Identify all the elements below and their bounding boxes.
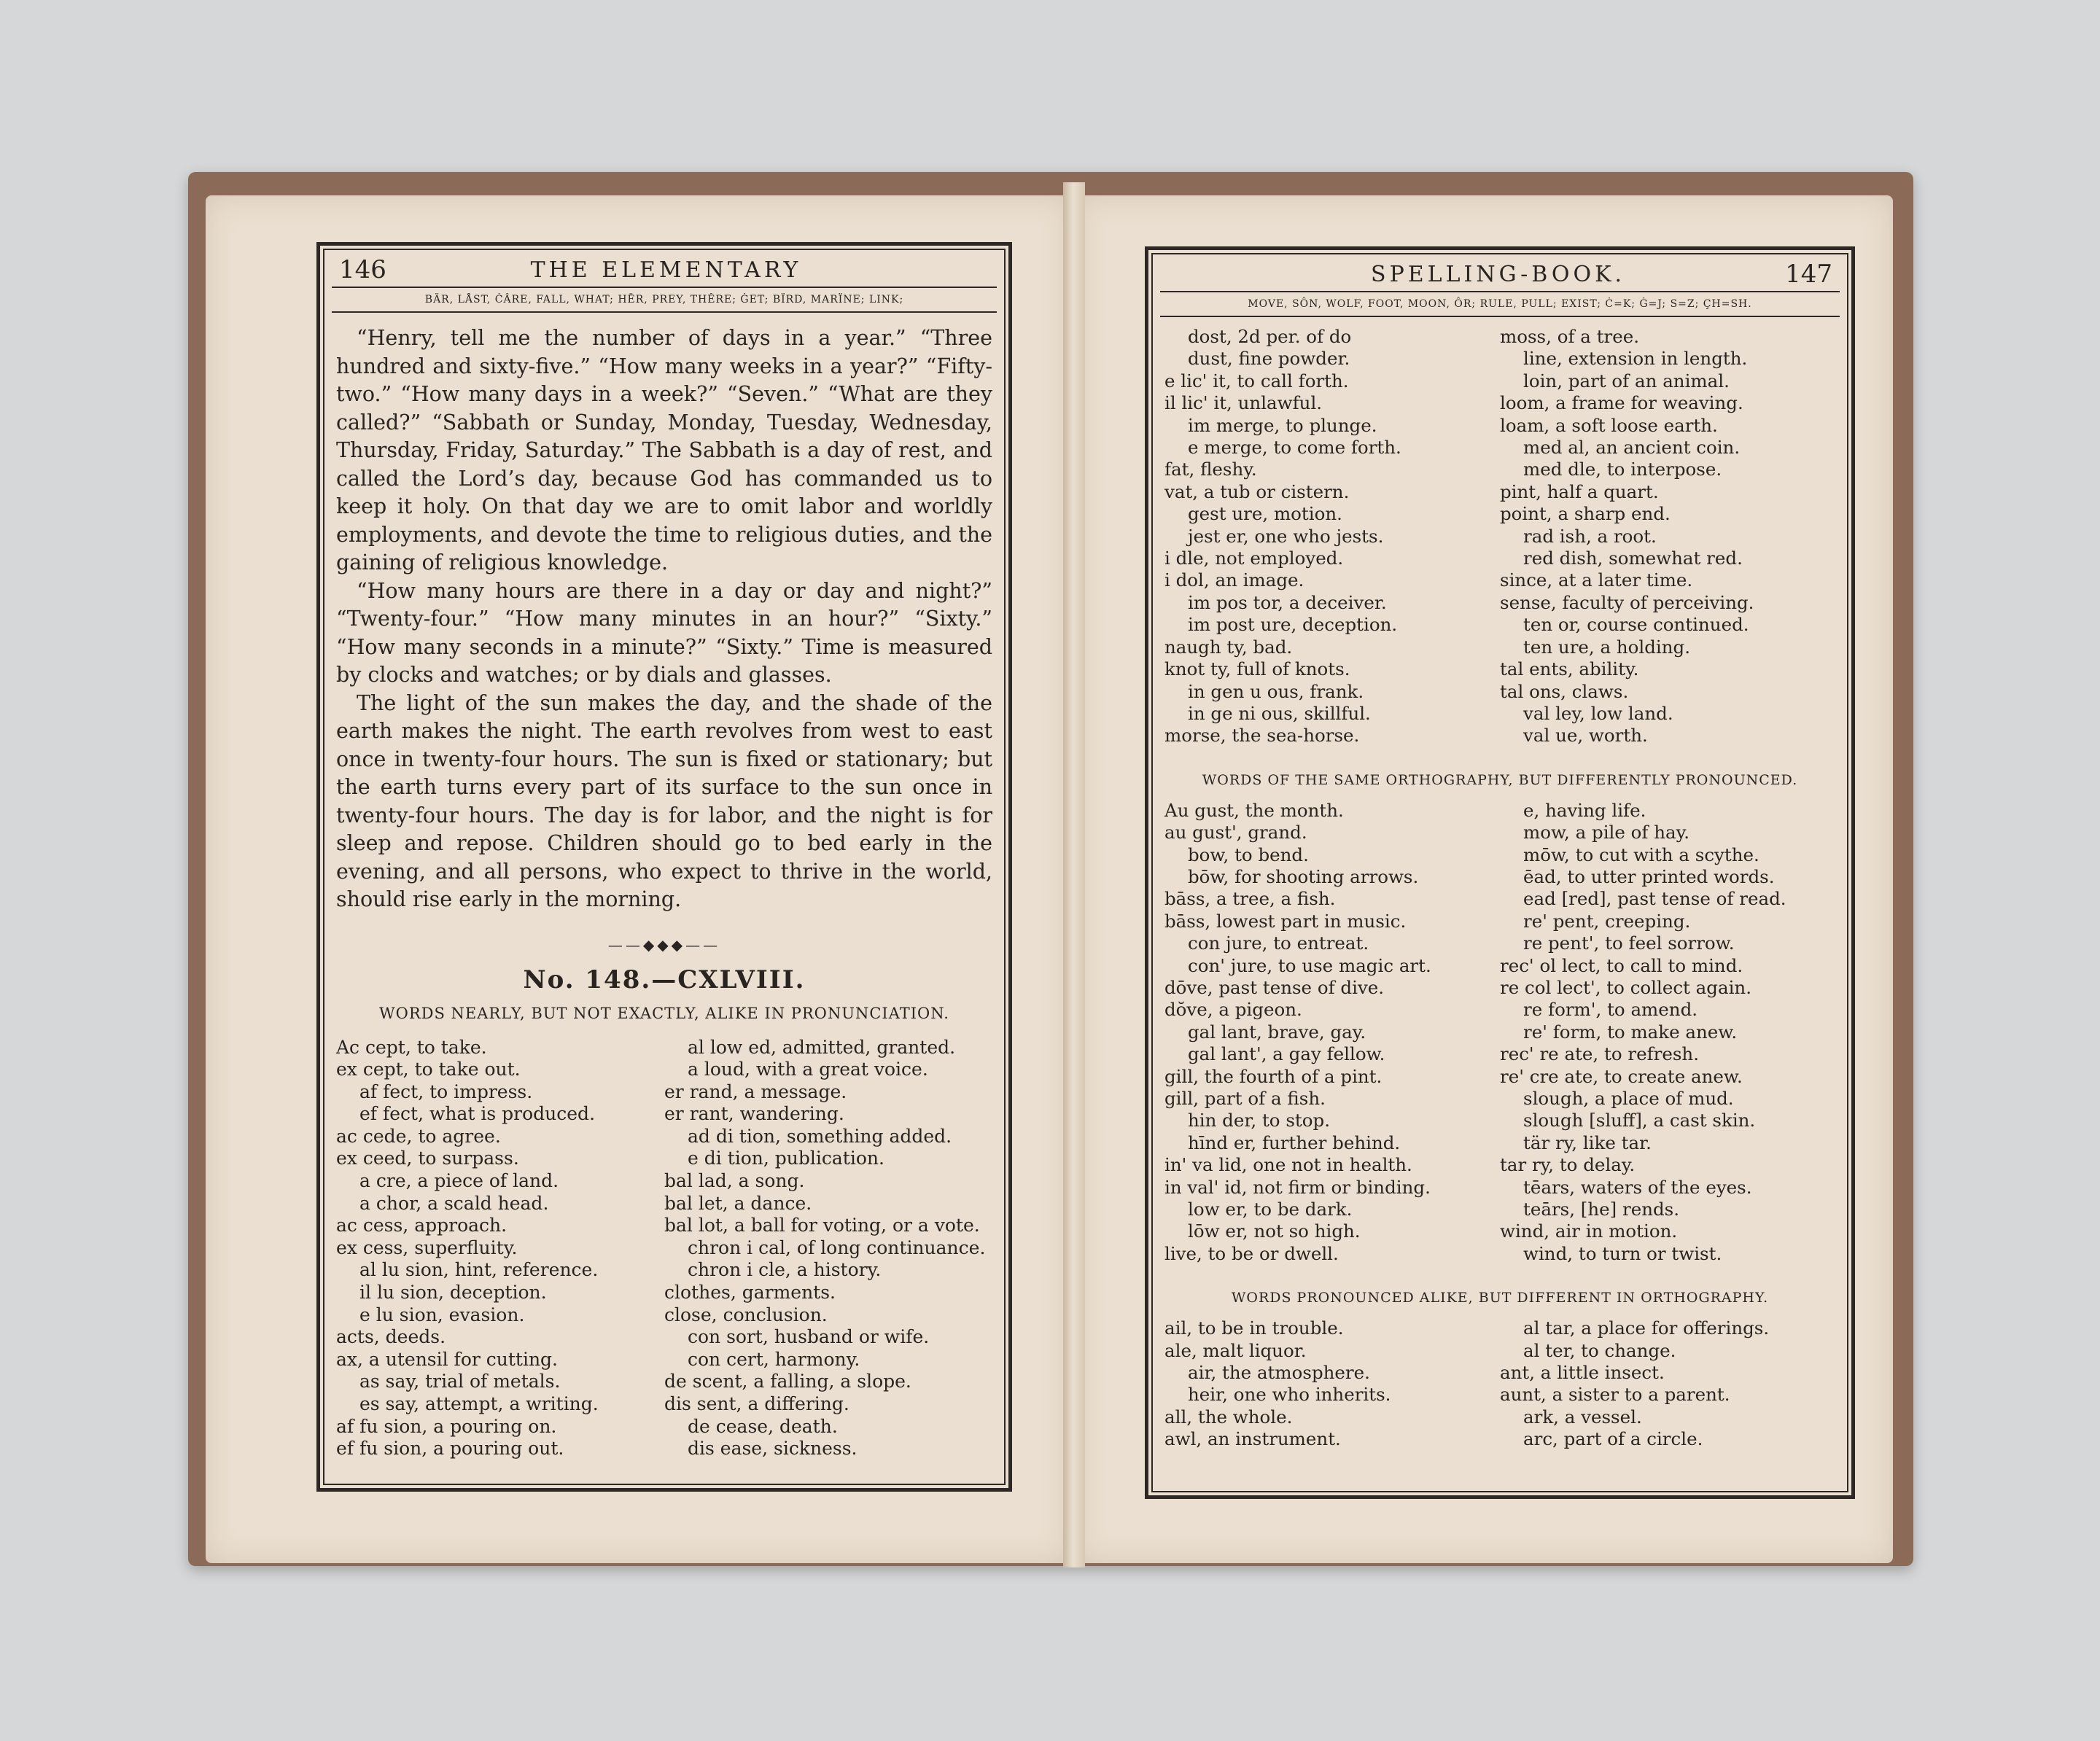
- word-entry: ten or, course continued.: [1523, 614, 1749, 636]
- word-entry: loom, a frame for weaving.: [1500, 392, 1743, 414]
- word-entry: mōw, to cut with a scythe.: [1523, 844, 1759, 865]
- word-entry: re pent', to feel sorrow.: [1523, 932, 1735, 954]
- word-entry: gill, part of a fish.: [1164, 1088, 1326, 1109]
- word-entry: teārs, [he] rends.: [1523, 1199, 1680, 1220]
- word-entry: dŏve, a pigeon.: [1164, 999, 1302, 1021]
- word-entry: ef fu sion, a pouring out.: [336, 1438, 564, 1460]
- word-entry: val ue, worth.: [1523, 725, 1648, 747]
- word-entry: ten ure, a holding.: [1523, 636, 1691, 658]
- word-entry: moss, of a tree.: [1500, 326, 1640, 347]
- word-entry: rec' re ate, to refresh.: [1500, 1043, 1699, 1065]
- running-title: THE ELEMENTARY: [530, 257, 802, 283]
- word-entry: med al, an ancient coin.: [1523, 437, 1741, 459]
- word-entry: con' jure, to use magic art.: [1188, 954, 1431, 976]
- word-entry: vat, a tub or cistern.: [1164, 480, 1350, 502]
- word-entry: ex cept, to take out.: [336, 1059, 521, 1080]
- pronunciation-key: BÄR, LÅST, ĊÂRE, FALL, WHAT; HĒR, PREY, THÊRE; ĠET; BÏRD, MARÏNE; LINK;: [332, 288, 997, 313]
- word-entry: since, at a later time.: [1500, 569, 1693, 591]
- word-entry: tär ry, like tar.: [1523, 1132, 1652, 1153]
- word-entry: wind, to turn or twist.: [1523, 1242, 1722, 1264]
- word-entry: a chor, a scald head.: [359, 1192, 549, 1214]
- word-entry: jest er, one who jests.: [1188, 525, 1384, 547]
- word-entry: re' cre ate, to create anew.: [1500, 1065, 1743, 1087]
- word-entry: in ge ni ous, skillful.: [1188, 702, 1371, 724]
- page-number: 147: [1785, 260, 1832, 289]
- word-column: [1164, 1317, 1500, 1450]
- word-column: [1164, 326, 1500, 747]
- word-entry: gest ure, motion.: [1188, 503, 1342, 525]
- word-entry: e merge, to come forth.: [1188, 437, 1401, 459]
- word-column: [1164, 800, 1500, 1266]
- lesson-title: No. 148.—CXLVIII.: [523, 965, 806, 994]
- paragraph: The light of the sun makes the day, and the shade of the earth makes the night. The earth revolves from west to east once in twenty-four hours. The sun is fixed or stationary; but the earth turns every part of its surface to the sun once in twenty-four hours. The day is for labor, and the night is for sleep and repose. Children should go to bed early in the evening, and all persons, who expect to thrive in the world, should rise early in the morning.: [336, 690, 992, 911]
- right-page-frame: [1145, 246, 1855, 1499]
- book-gutter: [1063, 182, 1085, 1567]
- lesson-prose: [332, 324, 997, 914]
- word-entry: al lu sion, hint, reference.: [359, 1259, 599, 1281]
- word-entry: all, the whole.: [1164, 1406, 1293, 1428]
- word-entry: chron i cle, a history.: [688, 1259, 882, 1281]
- word-entry: awl, an instrument.: [1164, 1428, 1341, 1450]
- word-entry: al ter, to change.: [1523, 1339, 1676, 1361]
- word-entry: naugh ty, bad.: [1164, 636, 1293, 658]
- word-entry: loin, part of an animal.: [1523, 370, 1730, 392]
- word-entry: af fect, to impress.: [359, 1080, 533, 1102]
- word-column: [664, 1037, 992, 1460]
- word-column: [1500, 1317, 1835, 1450]
- word-entry: con sort, husband or wife.: [688, 1326, 930, 1348]
- word-entry: il lic' it, unlawful.: [1164, 392, 1323, 414]
- word-entry: ēad, to utter printed words.: [1523, 865, 1775, 887]
- paragraph: “How many hours are there in a day or day and night?” “Twenty-four.” “How many minutes in an hour?” “Sixty.” “How many seconds in a minute?” “Sixty.” Time is measured by clocks and watches; or by dials and glasses.: [336, 578, 992, 687]
- word-entry: lōw er, not so high.: [1188, 1220, 1361, 1242]
- word-entry: dis ease, sickness.: [688, 1438, 858, 1460]
- word-entry: as say, trial of metals.: [359, 1371, 561, 1393]
- section-heading: WORDS OF THE SAME ORTHOGRAPHY, BUT DIFFERENTLY PRONOUNCED.: [1202, 771, 1798, 788]
- word-entry: es say, attempt, a writing.: [359, 1393, 599, 1414]
- word-entry: red dish, somewhat red.: [1523, 548, 1743, 569]
- word-entry: rec' ol lect, to call to mind.: [1500, 954, 1743, 976]
- word-entry: re' pent, creeping.: [1523, 910, 1691, 932]
- word-entry: tēars, waters of the eyes.: [1523, 1176, 1752, 1198]
- word-entry: bal lot, a ball for voting, or a vote.: [664, 1215, 980, 1236]
- running-title: SPELLING-BOOK.: [1371, 261, 1626, 287]
- word-entry: ac cede, to agree.: [336, 1125, 501, 1147]
- word-entry: rad ish, a root.: [1523, 525, 1657, 547]
- word-entry: er rand, a message.: [664, 1080, 847, 1102]
- word-entry: hin der, to stop.: [1188, 1110, 1330, 1132]
- word-entry: mow, a pile of hay.: [1523, 822, 1690, 844]
- word-entry: con jure, to entreat.: [1188, 932, 1369, 954]
- word-entry: ac cess, approach.: [336, 1215, 508, 1236]
- word-entry: morse, the sea-horse.: [1164, 725, 1360, 747]
- word-entry: re col lect', to collect again.: [1500, 976, 1751, 998]
- word-column: [336, 1037, 664, 1460]
- word-entry: live, to be or dwell.: [1164, 1242, 1339, 1264]
- word-entry: er rant, wandering.: [664, 1103, 844, 1125]
- word-entry: arc, part of a circle.: [1523, 1428, 1703, 1450]
- word-entry: slough, a place of mud.: [1523, 1088, 1734, 1109]
- word-entry: e di tion, publication.: [688, 1148, 884, 1169]
- word-entry: fat, fleshy.: [1164, 459, 1257, 480]
- word-entry: bal let, a dance.: [664, 1192, 812, 1214]
- left-page-frame: [316, 242, 1012, 1492]
- word-column: [1500, 326, 1835, 747]
- word-entry: bow, to bend.: [1188, 844, 1309, 865]
- word-entry: slough [sluff], a cast skin.: [1523, 1110, 1756, 1132]
- word-entry: line, extension in length.: [1523, 348, 1748, 370]
- word-entry: a cre, a piece of land.: [359, 1170, 559, 1192]
- word-entry: hīnd er, further behind.: [1188, 1132, 1401, 1153]
- word-entry: dōve, past tense of dive.: [1164, 976, 1385, 998]
- word-entry: gal lant, brave, gay.: [1188, 1021, 1366, 1043]
- word-entry: e lu sion, evasion.: [359, 1304, 525, 1325]
- word-entry: low er, to be dark.: [1188, 1199, 1353, 1220]
- word-entry: acts, deeds.: [336, 1326, 446, 1348]
- word-entry: Ac cept, to take.: [336, 1036, 487, 1058]
- word-entry: in val' id, not firm or binding.: [1164, 1176, 1431, 1198]
- word-list: [332, 1037, 997, 1460]
- word-entry: a loud, with a great voice.: [688, 1059, 928, 1080]
- word-entry: chron i cal, of long continuance.: [688, 1236, 986, 1258]
- paragraph: “Henry, tell me the number of days in a year.” “Three hundred and sixty-five.” “How many weeks in a year?” “Fifty-two.” “How many days in a week?” “Seven.” “What are they called?” “Sabbath or Sunday, Monday, Tuesday, Wednesday, Thursday, Friday, Saturday.” The Sabbath is a day of rest, and called the Lord’s day, because God has commanded us to keep it holy. On that day we are to omit labor and worldly employments, and devote the time to religious duties, and the gaining of religious knowledge.: [336, 326, 992, 575]
- word-entry: al low ed, admitted, granted.: [688, 1036, 956, 1058]
- word-entry: tal ents, ability.: [1500, 658, 1639, 680]
- word-entry: clothes, garments.: [664, 1282, 836, 1304]
- word-entry: in' va lid, one not in health.: [1164, 1154, 1412, 1176]
- word-entry: dis sent, a differing.: [664, 1393, 849, 1414]
- word-entry: de scent, a falling, a slope.: [664, 1371, 911, 1393]
- word-entry: gal lant', a gay fellow.: [1188, 1043, 1385, 1065]
- word-entry: wind, air in motion.: [1500, 1220, 1678, 1242]
- word-entry: Au gust, the month.: [1164, 799, 1344, 821]
- word-entry: au gust', grand.: [1164, 822, 1307, 844]
- word-entry: ex cess, superfluity.: [336, 1236, 518, 1258]
- word-entry: ax, a utensil for cutting.: [336, 1348, 559, 1370]
- word-entry: il lu sion, deception.: [359, 1282, 547, 1304]
- word-entry: bāss, a tree, a fish.: [1164, 888, 1336, 910]
- word-entry: ant, a little insect.: [1500, 1362, 1665, 1384]
- word-entry: ead [red], past tense of read.: [1523, 888, 1786, 910]
- word-entry: al tar, a place for offerings.: [1523, 1317, 1770, 1339]
- word-entry: bōw, for shooting arrows.: [1188, 865, 1419, 887]
- word-entry: val ley, low land.: [1523, 702, 1673, 724]
- word-entry: im merge, to plunge.: [1188, 414, 1377, 436]
- lesson-subtitle: WORDS NEARLY, BUT NOT EXACTLY, ALIKE IN PRONUNCIATION.: [379, 1004, 949, 1022]
- word-entry: e, having life.: [1523, 799, 1646, 821]
- word-entry: re form', to amend.: [1523, 999, 1698, 1021]
- word-list: [1160, 800, 1840, 1266]
- word-entry: af fu sion, a pouring on.: [336, 1415, 557, 1437]
- word-entry: ef fect, what is produced.: [359, 1103, 596, 1125]
- word-entry: sense, faculty of perceiving.: [1500, 591, 1754, 613]
- word-entry: bal lad, a song.: [664, 1170, 805, 1192]
- word-entry: in gen u ous, frank.: [1188, 680, 1364, 702]
- word-entry: con cert, harmony.: [688, 1348, 860, 1370]
- word-entry: tal ons, claws.: [1500, 680, 1629, 702]
- word-entry: ail, to be in trouble.: [1164, 1317, 1344, 1339]
- word-entry: e lic' it, to call forth.: [1164, 370, 1349, 392]
- right-running-header: [1160, 257, 1840, 292]
- word-entry: close, conclusion.: [664, 1304, 828, 1325]
- word-entry: ad di tion, something added.: [688, 1125, 952, 1147]
- word-list: [1160, 1317, 1840, 1450]
- word-entry: bāss, lowest part in music.: [1164, 910, 1407, 932]
- section-heading: WORDS PRONOUNCED ALIKE, BUT DIFFERENT IN ORTHOGRAPHY.: [1231, 1290, 1769, 1306]
- word-entry: de cease, death.: [688, 1415, 838, 1437]
- word-entry: dost, 2d per. of do: [1188, 326, 1352, 347]
- word-column: [1500, 800, 1835, 1266]
- word-entry: im pos tor, a deceiver.: [1188, 591, 1387, 613]
- word-entry: im post ure, deception.: [1188, 614, 1398, 636]
- word-entry: knot ty, full of knots.: [1164, 658, 1350, 680]
- left-running-header: [332, 253, 997, 288]
- word-entry: ark, a vessel.: [1523, 1406, 1642, 1428]
- page-number: 146: [339, 255, 386, 284]
- word-entry: i dle, not employed.: [1164, 548, 1344, 569]
- word-list: [1160, 326, 1840, 747]
- word-entry: med dle, to interpose.: [1523, 459, 1722, 480]
- word-entry: ex ceed, to surpass.: [336, 1148, 519, 1169]
- word-entry: re' form, to make anew.: [1523, 1021, 1738, 1043]
- ornament-divider: ——◆◆◆——: [607, 935, 721, 954]
- word-entry: air, the atmosphere.: [1188, 1362, 1370, 1384]
- word-entry: heir, one who inherits.: [1188, 1384, 1391, 1406]
- word-entry: dust, fine powder.: [1188, 348, 1350, 370]
- word-entry: gill, the fourth of a pint.: [1164, 1065, 1382, 1087]
- pronunciation-key: MOVE, SÔN, WOLF, FOOT, MOON, ÔR; RULE, PULL; EXIST; Ċ=K; Ġ=J; S=Z; ÇH=SH.: [1160, 292, 1840, 317]
- word-entry: aunt, a sister to a parent.: [1500, 1384, 1730, 1406]
- word-entry: point, a sharp end.: [1500, 503, 1671, 525]
- word-entry: tar ry, to delay.: [1500, 1154, 1636, 1176]
- word-entry: i dol, an image.: [1164, 569, 1304, 591]
- word-entry: pint, half a quart.: [1500, 480, 1659, 502]
- word-entry: ale, malt liquor.: [1164, 1339, 1307, 1361]
- word-entry: loam, a soft loose earth.: [1500, 414, 1718, 436]
